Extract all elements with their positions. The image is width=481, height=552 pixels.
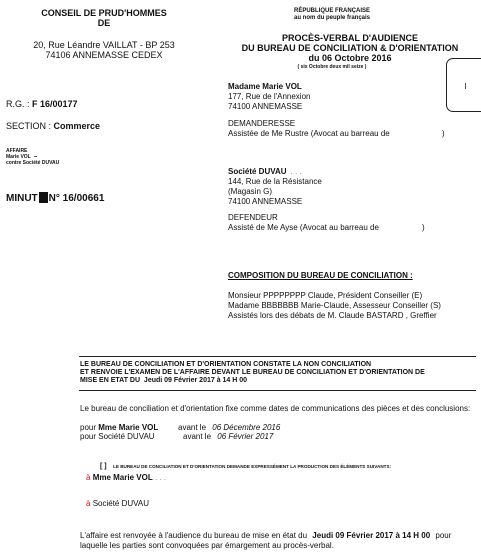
plaintiff-name: Madame Marie VOL xyxy=(228,82,302,91)
closing-text-c: pour xyxy=(435,531,452,540)
defendant-address2: (Magasin G) xyxy=(228,187,273,196)
production-item-1 xyxy=(86,473,166,483)
closing-line2: laquelle les parties sont convoquées par émargement au procès-verbal. xyxy=(80,541,334,550)
date-row-defendant: pour Société DUVAU xyxy=(80,432,155,441)
closing-text-a: L'affaire est renvoyée à l'audience du bureau de mise en état du xyxy=(80,531,308,540)
defendant-name-text: Société DUVAU xyxy=(228,167,287,176)
defendant-block xyxy=(228,167,468,207)
decision-text xyxy=(80,361,480,385)
production-text: LE BUREAU DE CONCILIATION ET D'ORIENTATION DEMANDE EXPRESSÉMENT LA PRODUCTION DES ÉLÉMENTS SUIVANTS: xyxy=(113,464,392,469)
plaintiff-address1: 177, Rue de l'Annexion xyxy=(228,92,311,101)
member-president: Monsieur PPPPPPPP Claude, Président Conseiller (E) xyxy=(228,291,423,300)
redaction-block xyxy=(39,192,48,203)
title-line2: DU BUREAU DE CONCILIATION & D'ORIENTATION xyxy=(241,43,459,53)
minute-value: N° 16/00661 xyxy=(48,193,105,204)
plaintiff-counsel: Assistée de Me Rustre (Avocat au barreau de xyxy=(228,129,390,138)
composition-heading: COMPOSITION DU BUREAU DE CONCILIATION : xyxy=(228,271,413,280)
closing-line1 xyxy=(80,531,478,541)
affaire-versus: contre Société DUVAU xyxy=(6,160,60,166)
plaintiff-role: DEMANDERESSE xyxy=(228,119,296,128)
people-label: au nom du peuple français xyxy=(293,15,370,21)
title-date-words: ( six Octobre deux mil seize ) xyxy=(297,64,367,70)
rg-label: R.G. : xyxy=(6,99,30,109)
date-row-defendant-deadline xyxy=(183,432,273,442)
date-row-date-2: 06 Février 2017 xyxy=(217,432,274,441)
member-assessor: Madame BBBBBBB Marie-Claude, Assesseur Conseiller (S) xyxy=(228,301,441,310)
decision-bottom-rule xyxy=(79,390,476,391)
production-item-2-prefix: à xyxy=(86,499,91,508)
minute-label: MINUT xyxy=(6,193,38,204)
document-title xyxy=(238,33,462,63)
date-row-avant: avant le xyxy=(178,423,207,432)
production-item-1-prefix: à xyxy=(86,473,91,482)
court-name xyxy=(4,8,204,28)
date-row-party: Mme Marie VOL xyxy=(98,423,159,432)
defendant-counsel: Assisté de Me Ayse (Avocat au barreau de xyxy=(228,223,379,232)
decision-line2: ET RENVOIE L'EXAMEN DE L'AFFAIRE DEVANT LE BUREAU DE CONCILIATION ET D'ORIENTATION DE xyxy=(80,369,425,376)
rg-value: F 16/00177 xyxy=(32,99,78,109)
decision-date: Jeudi 09 Février 2017 à 14 H 00 xyxy=(143,377,248,384)
court-address xyxy=(4,40,204,60)
date-row-date: 06 Décembre 2016 xyxy=(212,423,281,432)
decision-line3-label: MISE EN ETAT DU xyxy=(80,377,141,384)
plaintiff-counsel-close: ) xyxy=(442,129,445,138)
plaintiff-block xyxy=(228,82,468,112)
production-checkbox: [ ] xyxy=(100,463,107,470)
section-value: Commerce xyxy=(53,121,101,131)
closing-date: Jeudi 09 Février 2017 à 14 H 00 xyxy=(312,531,431,540)
affaire-label: AFFAIRE xyxy=(6,148,28,154)
affaire-block xyxy=(6,148,59,166)
decision-top-rule xyxy=(79,356,476,357)
court-name-line2: DE xyxy=(97,18,111,28)
republic-label: RÉPUBLIQUE FRANÇAISE xyxy=(293,8,370,14)
republic-heading xyxy=(262,8,402,22)
defendant-role-block xyxy=(228,213,468,233)
composition-members xyxy=(228,291,478,321)
dates-intro: Le bureau de conciliation et d'orientation fixe comme dates de communications des pièces et des conclusions: xyxy=(80,404,471,413)
plaintiff-address2: 74100 ANNEMASSE xyxy=(228,102,303,111)
production-request xyxy=(100,455,391,473)
section-label: SECTION : xyxy=(6,121,52,131)
defendant-name xyxy=(228,167,468,177)
minute-number xyxy=(6,192,104,205)
title-date: du 06 Octobre 2016 xyxy=(308,53,392,63)
production-item-1-name: Mme Marie VOL xyxy=(92,473,153,482)
court-address-line1: 20, Rue Léandre VAILLAT - BP 253 xyxy=(33,40,175,50)
date-row-avant-2: avant le xyxy=(183,432,212,441)
defendant-role: DEFENDEUR xyxy=(228,213,278,222)
rg-line xyxy=(6,99,78,109)
member-clerk: Assistés lors des débats de M. Claude BASTARD , Greffier xyxy=(228,311,437,320)
defendant-address3: 74100 ANNEMASSE xyxy=(228,197,303,206)
defendant-name-dots: . . . xyxy=(290,167,302,176)
title-line1: PROCÈS-VERBAL D'AUDIENCE xyxy=(282,33,418,43)
court-name-line1: CONSEIL DE PRUD'HOMMES xyxy=(41,8,167,18)
production-item-2-name: Société DUVAU xyxy=(92,499,150,508)
date-row-pour: pour xyxy=(80,423,97,432)
section-line xyxy=(6,121,100,131)
plaintiff-role-block xyxy=(228,119,468,139)
court-address-line2: 74106 ANNEMASSE CEDEX xyxy=(45,50,163,60)
production-item-2 xyxy=(86,499,149,509)
affaire-party1-name: Marie VOL xyxy=(6,154,31,160)
defendant-address1: 144, Rue de la Résistance xyxy=(228,177,322,186)
decision-line1: LE BUREAU DE CONCILIATION ET D'ORIENTATION CONSTATE LA NON CONCILIATION xyxy=(80,361,372,368)
defendant-counsel-close: ) xyxy=(422,223,425,232)
decision-line3 xyxy=(80,377,480,385)
production-item-1-dots: . . . xyxy=(154,473,167,482)
